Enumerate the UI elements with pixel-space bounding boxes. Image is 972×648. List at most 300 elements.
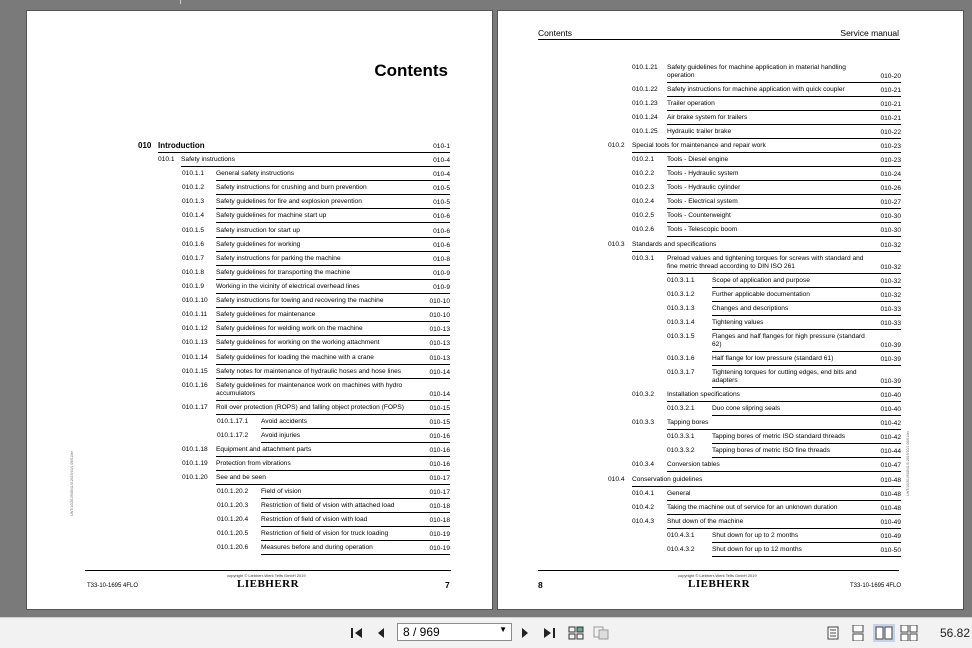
page-number-field[interactable] [397,623,512,641]
toc-number: 010.1.18 [182,446,208,453]
toc-entry[interactable] [182,184,450,193]
toc-rule [216,484,450,485]
toc-number: 010.3.1.6 [667,355,695,362]
toc-page: 010-13 [429,355,450,362]
toc-rule [216,470,450,471]
toc-title: Restriction of field of vision with attached load [261,502,395,509]
toc-rule [667,96,901,97]
toc-number: 010.1.5 [182,227,204,234]
toc-title: Tapping bores of metric ISO standard threads [712,433,846,440]
toc-number: 010.3.1.7 [667,369,695,376]
toc-rule [216,335,450,336]
toc-page: 010-5 [433,185,450,192]
toc-rule [667,208,901,209]
side-code: LWT/10/2019/08/41/0-2019/10/1 06/01/ler [906,431,910,496]
toc-page: 010-23 [880,157,901,164]
toc-entry[interactable] [632,490,901,499]
toc-number: 010.1.20.4 [217,516,249,523]
toc-rule [712,387,901,388]
toc-title: Tapping bores of metric ISO fine threads [712,447,831,454]
liebherr-logo: LIEBHERR [688,578,751,590]
toc-entry[interactable] [632,419,901,428]
toc-title: Safety instructions for parking the machine [216,255,341,262]
toc-title: Restriction of field of vision with load [261,516,368,523]
toc-title: Taking the machine out of service for an unknown duration [667,504,838,511]
toc-title: Protection from vibrations [216,460,291,467]
toc-number: 010.1.17.2 [217,432,249,439]
toc-title: Flanges and half flanges for high pressure (standard 62) [712,333,865,348]
toc-entry[interactable] [182,283,450,292]
footer-doc-code: T33-10-1695 4FLO [850,583,902,589]
toc-entry[interactable] [667,291,901,300]
toc-number: 010.2.1 [632,156,654,163]
toc-title: Shut down for up to 2 months [712,532,799,539]
toc-page: 010-17 [429,489,450,496]
toc-number: 010.4 [608,476,625,483]
toc-entry[interactable] [632,100,901,109]
toc-title: Shut down of the machine [667,518,744,525]
toc-number: 010.3.1.1 [667,277,695,284]
toc-page: 010-26 [880,185,901,192]
toc-rule [667,180,901,181]
toc-page: 010-15 [429,405,450,412]
toc-page: 010-10 [429,312,450,319]
toc-entry[interactable] [667,405,901,414]
toc-entry[interactable] [632,86,901,95]
toc-page: 010-21 [880,115,901,122]
toc-number: 010.3.3.2 [667,447,695,454]
toc-rule [667,500,901,501]
page-left [27,11,492,609]
toc-rule [712,443,901,444]
toc-page: 010-42 [880,434,901,441]
toc-title: Field of vision [261,488,302,495]
first-page-icon[interactable] [348,624,366,642]
toc-number: 010.4.2 [632,504,654,511]
toc-rule [216,321,450,322]
toc-page: 010-18 [429,503,450,510]
toc-page: 010-6 [433,242,450,249]
toc-entry[interactable] [182,255,450,264]
toc-rule [632,152,901,153]
toc-rule [667,273,901,274]
toc-page: 010-19 [429,545,450,552]
divider [180,0,181,4]
toc-number: 010.2 [608,142,625,149]
toc-entry[interactable] [217,488,450,497]
toc-page: 010-5 [433,199,450,206]
toc-title: Safety instructions for crushing and burn prevention [216,184,367,191]
toc-number: 010.3.4 [632,461,654,468]
zoom-level[interactable]: 56.82 [939,626,970,640]
toc-entry[interactable] [667,277,901,286]
toc-rule [216,208,450,209]
toc-entry[interactable] [632,198,901,207]
header-rule [538,39,900,40]
toc-title: See and be seen [216,474,266,481]
toc-page: 010-22 [880,129,901,136]
toc-number: 010.1 [158,156,175,163]
last-page-icon[interactable] [540,624,558,642]
toc-title: Safety instructions for towing and recovering the machine [216,297,384,304]
toc-rule [216,364,450,365]
toc-page: 010-32 [880,278,901,285]
toc-rule [216,251,450,252]
toc-entry[interactable] [182,269,450,278]
toc-entry[interactable] [217,530,450,539]
toc-number: 010.3.1.3 [667,305,695,312]
toc-entry[interactable] [667,369,901,386]
toc-title: Tools - Hydraulic cylinder [667,184,741,191]
toc-entry[interactable] [667,305,901,314]
toc-page: 010-15 [429,419,450,426]
toc-page: 010-14 [429,391,450,398]
toc-rule [712,365,901,366]
toc-entry[interactable] [182,474,450,483]
toc-title: Restriction of field of vision for truck loading [261,530,389,537]
toc-rule [216,414,450,415]
toc-rule [667,222,901,223]
toc-title: Safety guidelines for maintenance [216,311,316,318]
toc-entry[interactable] [182,227,450,236]
toc-title: Safety instructions [181,156,235,163]
toc-page: 010-1 [433,143,450,150]
toc-rule [712,329,901,330]
navigation-toolbar [0,617,972,648]
toc-title: Changes and descriptions [712,305,789,312]
toc-entry[interactable] [667,433,901,442]
toc-entry[interactable] [182,311,450,320]
toc-number: 010.1.1 [182,170,204,177]
toc-title: Roll over protection (ROPS) and falling object protection (FOPS) [216,404,405,411]
toc-rule [216,400,450,401]
toc-title: Safety guidelines for maintenance work on machines with hydro accumulators [216,382,403,397]
toc-entry[interactable] [182,354,450,363]
toc-entry[interactable] [632,518,901,527]
toc-chapter[interactable] [138,142,450,151]
toc-page: 010-9 [433,270,450,277]
toc-rule [667,528,901,529]
next-page-icon[interactable] [516,624,534,642]
toc-title: Safety guidelines for welding work on the machine [216,325,363,332]
toc-rule [712,287,901,288]
toc-title: Working in the vicinity of electrical overhead lines [216,283,360,290]
toc-entry[interactable] [632,212,901,221]
toc-title: Tools - Diesel engine [667,156,729,163]
toc-entry[interactable] [182,382,450,399]
toc-rule [667,471,901,472]
toc-page: 010-40 [880,406,901,413]
toc-entry[interactable] [632,255,901,272]
toc-number: 010.4.3.2 [667,546,695,553]
page-right [498,11,963,609]
toc-rule [667,138,901,139]
toc-number: 010.1.24 [632,114,658,121]
toc-entry[interactable] [182,241,450,250]
toc-page: 010-19 [429,531,450,538]
page-title: Contents [374,61,448,80]
toc-rule [632,251,901,252]
bookmarks-icon[interactable] [592,624,610,642]
header-left: Contents [538,28,573,38]
toc-entry[interactable] [182,170,450,179]
toc-page: 010-16 [429,447,450,454]
toc-entry[interactable] [632,226,901,235]
toc-number: 010.1.19 [182,460,208,467]
footer-copyright: copyright © Liebherr-Werk Telfs GmbH 2019 [678,573,757,578]
toc-page: 010-20 [880,73,901,80]
toc-rule [712,457,901,458]
toc-title: Safety guidelines for transporting the machine [216,269,351,276]
toc-title: Avoid injuries [261,432,301,439]
toc-page: 010-42 [880,420,901,427]
toc-number: 010.1.20.2 [217,488,249,495]
toc-title: Half flange for low pressure (standard 61) [712,355,834,362]
side-code: LWT/10/2019/08/41/0-2019/10/1 06/01/ler [70,451,74,516]
toc-page: 010-44 [880,448,901,455]
toc-page: 010-30 [880,213,901,220]
toc-rule [712,351,901,352]
toc-title: Avoid accidents [261,418,308,425]
toc-number: 010.1.7 [182,255,204,262]
toc-entry[interactable] [632,128,901,137]
toc-number: 010.1.4 [182,212,204,219]
toc-number: 010.1.22 [632,86,658,93]
toc-page: 010-21 [880,101,901,108]
toc-entry[interactable] [182,368,450,377]
toc-rule [667,236,901,237]
toc-rule [216,180,450,181]
toc-number: 010.1.3 [182,198,204,205]
toc-number: 010.3.1.4 [667,319,695,326]
toc-rule [712,542,901,543]
toc-rule [261,428,450,429]
toc-number: 010.1.6 [182,241,204,248]
toc-rule [667,429,901,430]
toc-rule [667,194,901,195]
toc-entry[interactable] [182,339,450,348]
toc-title: Equipment and attachment parts [216,446,312,453]
toc-page: 010-27 [880,199,901,206]
toc-title: General [667,490,691,497]
toc-number: 010.1.17 [182,404,208,411]
toc-title: Safety guidelines for loading the machine with a crane [216,354,374,361]
toc-title: Scope of application and purpose [712,277,810,284]
toc-page: 010-32 [880,292,901,299]
toc-number: 010.3.1.5 [667,333,695,340]
toc-entry[interactable] [632,184,901,193]
toc-title: Tools - Electrical system [667,198,738,205]
toc-rule [667,124,901,125]
toc-title: Installation specifications [667,391,740,398]
two-page-continuous-icon[interactable] [900,624,918,642]
toc-page: 010-4 [433,171,450,178]
toc-page: 010-10 [429,298,450,305]
toc-title: Preload values and tightening torques for screws with standard and fine metric thread according to DIN ISO 261 [667,255,864,270]
toc-rule [667,82,901,83]
toc-rule [216,279,450,280]
toc-rule [181,166,450,167]
toc-entry[interactable] [667,546,901,555]
toc-title: Tools - Telescopic boom [667,226,738,233]
toc-entry[interactable] [667,355,901,364]
toc-title: Tools - Hydraulic system [667,170,739,177]
toc-rule [261,554,450,555]
toc-entry[interactable] [667,319,901,328]
toc-page: 010-33 [880,320,901,327]
toc-page: 010-16 [429,433,450,440]
toc-entry[interactable] [632,64,901,81]
toc-rule [216,349,450,350]
toc-title: Further applicable documentation [712,291,810,298]
toc-number: 010.2.6 [632,226,654,233]
toc-number: 010.1.15 [182,368,208,375]
toc-number: 010.3.2 [632,391,654,398]
toc-title: Safety guidelines for working [216,241,301,248]
toc-number: 010.1.20.3 [217,502,249,509]
toc-entry[interactable] [182,325,450,334]
toc-title: Safety instructions for machine application with quick coupler [667,86,845,93]
toc-page: 010-39 [880,342,901,349]
toc-rule [158,152,450,153]
toc-number: 010.3.3 [632,419,654,426]
toc-entry[interactable] [182,460,450,469]
toc-page: 010-9 [433,284,450,291]
toc-entry[interactable] [632,391,901,400]
two-page-icon[interactable] [873,624,895,642]
toc-page: 010-4 [433,157,450,164]
toc-number: 010.3.3.1 [667,433,695,440]
toc-title: Tapping bores [667,419,709,426]
toc-title: Tightening torques for cutting edges, end bits and adapters [712,369,857,384]
toc-rule [712,556,901,557]
toc-number: 010.1.20.6 [217,544,249,551]
toc-entry[interactable] [667,532,901,541]
toc-title: Safety guidelines for machine start up [216,212,327,219]
toc-rule [667,166,901,167]
toc-title: Conversion tables [667,461,720,468]
toc-rule [712,415,901,416]
toc-rule [261,498,450,499]
toc-page: 010-47 [880,462,901,469]
footer-doc-code: T33-10-1695 4FLO [87,583,139,589]
footer-copyright: copyright © Liebherr-Werk Telfs GmbH 2019 [227,573,306,578]
toc-title: Safety guidelines for machine application in material handling operation [667,64,846,79]
toc-number: 010.1.14 [182,354,208,361]
toc-page: 010-16 [429,461,450,468]
toc-entry[interactable] [182,297,450,306]
toc-page: 010-24 [880,171,901,178]
toc-entry[interactable] [217,418,450,427]
toc-entry[interactable] [632,504,901,513]
page-number: 8 [538,580,543,590]
toc-number: 010.1.16 [182,382,208,389]
toc-page: 010-8 [433,256,450,263]
toc-number: 010.1.2 [182,184,204,191]
chevron-down-icon[interactable]: ▼ [499,625,507,634]
liebherr-logo: LIEBHERR [237,578,300,590]
toc-page: 010-49 [880,519,901,526]
toc-entry[interactable] [632,170,901,179]
toc-rule [216,237,450,238]
toc-title: Introduction [158,141,205,150]
toc-page: 010-48 [880,491,901,498]
toc-page: 010-40 [880,392,901,399]
toc-title: Safety notes for maintenance of hydraulic hoses and hose lines [216,368,402,375]
toc-title: Conservation guidelines [632,476,703,483]
toc-page: 010-17 [429,475,450,482]
toc-entry[interactable] [158,156,450,165]
toc-entry[interactable] [667,333,901,350]
toc-title: Safety guidelines for working on the working attachment [216,339,380,346]
toc-number: 010.4.1 [632,490,654,497]
toc-page: 010-6 [433,228,450,235]
toc-number: 010.1.21 [632,64,658,71]
toc-page: 010-30 [880,227,901,234]
toc-number: 010.1.12 [182,325,208,332]
toc-page: 010-39 [880,356,901,363]
toc-entry[interactable] [182,198,450,207]
toc-number: 010.1.8 [182,269,204,276]
thumbnails-icon[interactable] [567,624,585,642]
prev-page-icon[interactable] [372,624,390,642]
toc-number: 010.1.10 [182,297,208,304]
toc-entry[interactable] [667,447,901,456]
toc-entry[interactable] [632,156,901,165]
toc-rule [216,265,450,266]
toc-entry[interactable] [608,476,901,485]
toc-entry[interactable] [217,516,450,525]
toc-entry[interactable] [217,502,450,511]
toc-page: 010-13 [429,340,450,347]
toc-number: 010.1.17.1 [217,418,249,425]
toc-page: 010-32 [880,242,901,249]
toc-number: 010.2.2 [632,170,654,177]
toc-title: Measures before and during operation [261,544,373,551]
toc-entry[interactable] [182,446,450,455]
toc-title: Safety instruction for start up [216,227,300,234]
toc-number: 010.4.3 [632,518,654,525]
toc-number: 010 [138,141,152,150]
toc-rule [216,293,450,294]
toc-entry[interactable] [632,114,901,123]
footer-rule [538,570,899,571]
toc-entry[interactable] [182,212,450,221]
toc-entry[interactable] [217,432,450,441]
toc-entry[interactable] [608,241,901,250]
toc-title: Shut down for up to 12 months [712,546,802,553]
toc-number: 010.1.20 [182,474,208,481]
toc-page: 010-49 [880,533,901,540]
single-page-icon[interactable] [824,624,842,642]
toc-number: 010.1.13 [182,339,208,346]
toc-entry[interactable] [217,544,450,553]
toc-title: Duo cone slipring seals [712,405,781,412]
page-number-value: 8 / 969 [403,625,440,639]
continuous-icon[interactable] [849,624,867,642]
toc-rule [667,110,901,111]
toc-page: 010-48 [880,505,901,512]
toc-entry[interactable] [182,404,450,413]
toc-page: 010-39 [880,378,901,385]
toc-entry[interactable] [632,461,901,470]
toc-number: 010.3.1.2 [667,291,695,298]
footer-rule [85,570,451,571]
toc-title: Air brake system for trailers [667,114,748,121]
toc-title: Safety guidelines for fire and explosion prevention [216,198,362,205]
toc-entry[interactable] [608,142,901,151]
toc-number: 010.2.5 [632,212,654,219]
